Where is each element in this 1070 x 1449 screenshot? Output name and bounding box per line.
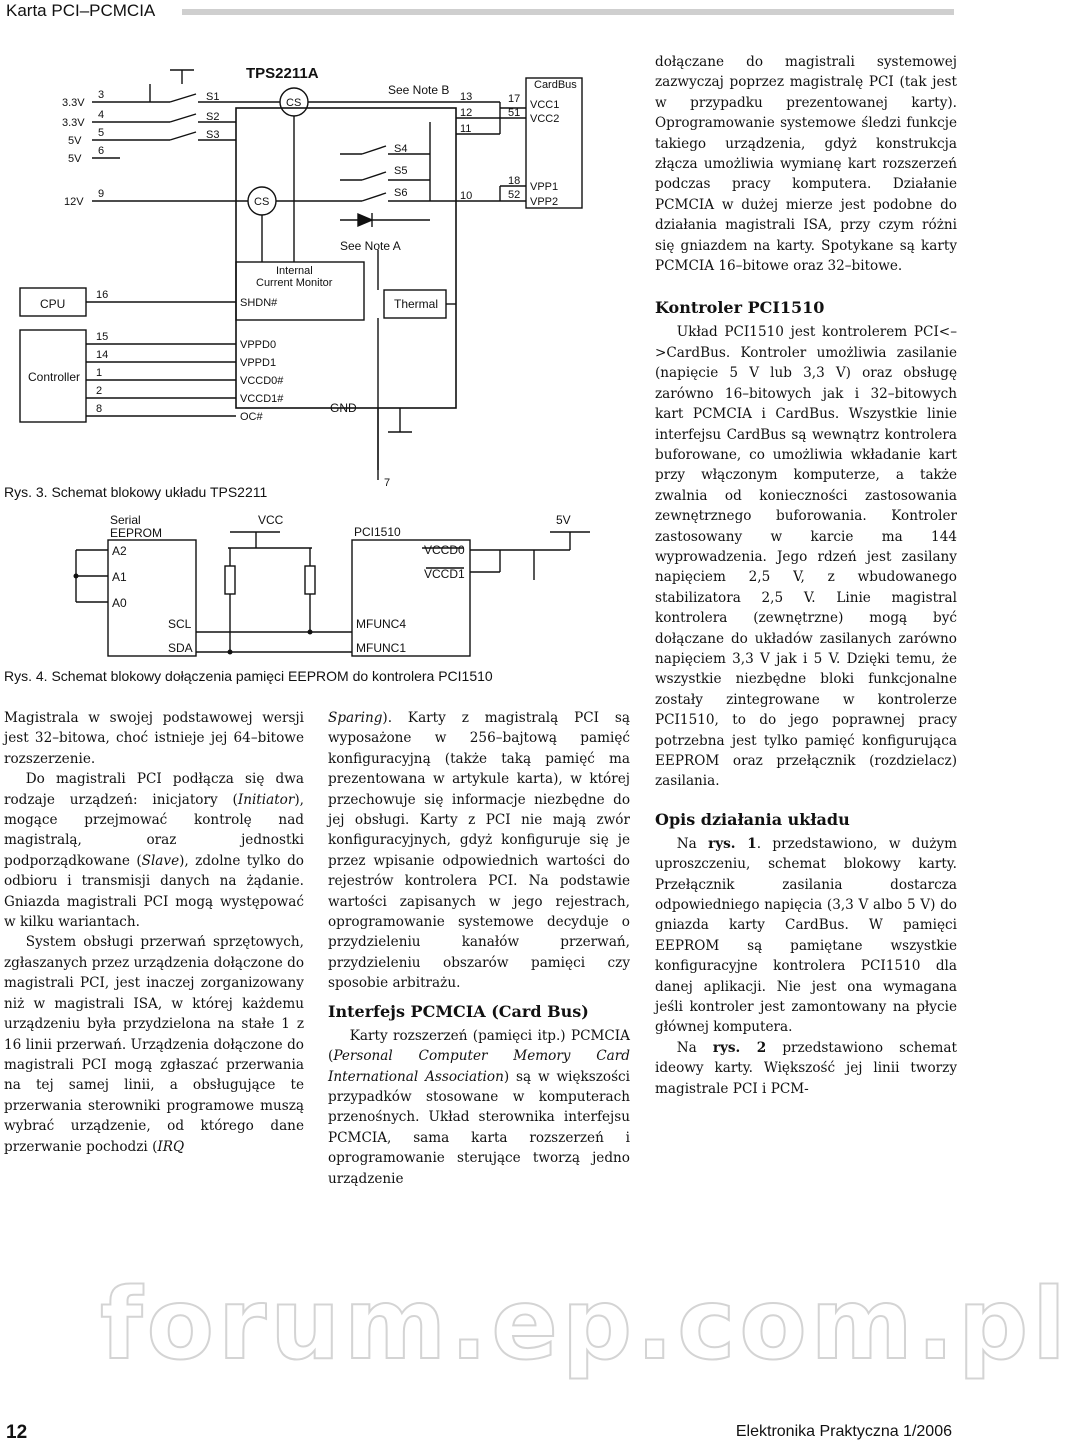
- chip-title: TPS2211A: [246, 65, 319, 82]
- figure4-caption: Rys. 4. Schemat blokowy dołączenia pamięci EEPROM do kontrolera PCI1510: [4, 668, 493, 684]
- pin-6: 6: [98, 145, 105, 157]
- pci1510-label: PCI1510: [354, 525, 401, 539]
- switch-s3: S3: [206, 129, 220, 141]
- switch-s1: S1: [206, 91, 220, 103]
- switch-s5: S5: [394, 165, 408, 177]
- eeprom-line-2: EEPROM: [110, 526, 163, 540]
- page-header: [0, 0, 960, 24]
- switch-s4: S4: [394, 143, 408, 155]
- pin-17: 17: [508, 93, 521, 105]
- pin-mfunc1: MFUNC1: [356, 641, 406, 655]
- pin-5: 5: [98, 127, 105, 139]
- cs-label-1: CS: [286, 97, 302, 109]
- col1-p3: System obsługi przerwań sprzętowych, zgłaszanych przez urządzenia dołączone do magistrali PCI, jest inaczej zorganizowany niż w magistrali ISA, w której każdemu urządzeniu była przydzielona na stałe 1 z 16 linii przerwań. Urządzenia dołączone do magistrali PCI mogą zgłaszać przerwania na tej samej linii, a obsługujące te przerwania sterowniki programowe muszą wybrać urządzenie, od którego dane przerwanie pochodzi (IRQ: [4, 934, 304, 1155]
- eeprom-a2: A2: [112, 544, 127, 558]
- col1-p1: Magistrala w swojej podstawowej wersji jest 32–bitowa, choć istnieje jej 64–bitowe rozszerzenie.: [4, 710, 304, 767]
- vcc-label: VCC: [258, 513, 284, 527]
- pin-9: 9: [98, 188, 105, 200]
- supply-4: 5V: [68, 153, 82, 165]
- eeprom-scl: SCL: [168, 617, 192, 631]
- col3-p1: dołączane do magistrali systemowej zazwyczaj poprzez magistralę PCI (tak jest w przypadku prezentowanej karty). Oprogramowanie systemowe śledzi funkcje takiego urządzenia, gdyż konstrukcja złącza umożliwia wymianę kart rozszerzeń podczas pracy komputera. Działanie PCMCIA w dużej mierze jest podobne do działania magistrali ISA, przy czym różni się gniazdem na karty. Spotykane są karty PCMCIA 16–bitowe oraz 32–bitowe.: [655, 54, 957, 275]
- pin-mfunc4: MFUNC4: [356, 617, 406, 631]
- watermark: forum.ep.com.pl: [100, 1268, 1070, 1382]
- col3-heading-1: Kontroler PCI1510: [655, 298, 825, 318]
- pin-2: 2: [96, 385, 103, 397]
- sig-vccd0: VCCD0#: [240, 375, 284, 387]
- monitor-line-1: Internal: [276, 265, 313, 277]
- thermal-label: Thermal: [394, 297, 439, 311]
- pin-10: 10: [460, 190, 473, 202]
- pin-vccd1: VCCD1: [424, 567, 465, 581]
- 5v-label: 5V: [556, 513, 571, 527]
- controller-label: Controller: [28, 370, 81, 384]
- cardbus-label: CardBus: [534, 79, 577, 91]
- col1-p2: Do magistrali PCI podłącza się dwa rodzaje urządzeń: inicjatory (Initiator), mogące przejmować kontrolę nad magistralą, oraz jednostki podporządkowane (Slave), zdolne tylko do odbioru i transmisji danych na żądanie. Gniazda magistrali PCI mogą występować w kilku wariantach.: [4, 771, 304, 931]
- supply-1: 3.3V: [62, 97, 85, 109]
- pin-16: 16: [96, 289, 109, 301]
- figure3-diagram: [0, 50, 640, 490]
- pin-15: 15: [96, 331, 109, 343]
- pin-4: 4: [98, 109, 105, 121]
- pin-vccd0: VCCD0: [424, 543, 465, 557]
- figure3-caption: Rys. 3. Schemat blokowy układu TPS2211: [4, 484, 268, 500]
- eeprom-a0: A0: [112, 596, 127, 610]
- supply-5: 12V: [64, 196, 84, 208]
- col3-p4: Na rys. 2 przedstawiono schemat ideowy karty. Większość jej linii tworzy magistrale PCI i PCM-: [655, 1039, 957, 1097]
- col2-p2: Karty rozszerzeń (pamięci itp.) PCMCIA (Personal Computer Memory Card International Association) są w większości przypadków stosowane w komputerach przenośnych. Układ sterownika interfejsu PCMCIA, sama karta rozszerzeń i oprogramowanie sterujące tworzą jedno urządzenie: [328, 1027, 631, 1187]
- pin-18: 18: [508, 175, 521, 187]
- sig-vpp1: VPP1: [530, 181, 559, 193]
- pin-8: 8: [96, 403, 103, 415]
- header-title: Karta PCI–PCMCIA: [6, 1, 156, 20]
- col3-p2: Układ PCI1510 jest kontrolerem PCI<–>CardBus. Kontroler umożliwia zasilanie (napięcie 5 V lub 3,3 V) oraz obsługę zarówno 16–bitowych jak i 32–bitowych kart PCMCIA i CardBus. Wszystkie linie interfejsu CardBus są wewnątrz kontrolera buforowane, co umożliwia wkładanie kart przy włączonym komputerze, a także zwalnia od konieczności zastosowania zewnętrznego buforowania. Kontroler zastosowany w karcie ma 144 wyprowadzenia. Jego rdzeń jest zasilany napięciem 2,5 V, z wbudowanego stabilizatora 2,5 V. Linie magistral kontrolera (zewnętrzne) mogą być dołączane do układów zasilanych zarówno napięciem 3,3 V jak i 5 V. Dzięki temu, że wszystkie niezbędne bloki funkcjonalne zostały zintegrowane w kontrolerze PCI1510, to do jego poprawnej pracy potrzebna jest tylko pamięć konfigurująca EEPROM oraz przełącznik (rozdzielacz) zasilania.: [655, 324, 957, 790]
- pin-12: 12: [460, 107, 473, 119]
- eeprom-sda: SDA: [168, 641, 193, 655]
- column-1: [4, 708, 304, 1157]
- pin-52: 52: [508, 189, 521, 201]
- sig-vccd1: VCCD1#: [240, 393, 284, 405]
- col2-p1: Sparing). Karty z magistralą PCI są wyposażone w 256–bajtową pamięć konfiguracyjną (także taką pamięć ma prezentowana w artykule karta), w której przechowuje się informacje niezbędne do jej obsługi. Karty z PCI nie mają zwór konfiguracyjnych, gdyż konfiguruje się je przez wpisanie odpowiednich wartości do rejestrów kontrolera PCI. Na podstawie wartości zapisanych w jego rejestrach, oprogramowanie systemowe decyduje o przydzieleniu kanałów przerwań, przydzieleniu obszarów pamięci czy sposobie arbitrażu.: [328, 710, 630, 992]
- switch-s6: S6: [394, 187, 408, 199]
- supply-3: 5V: [68, 135, 82, 147]
- shdn-label: SHDN#: [240, 297, 278, 309]
- column-2: [328, 708, 630, 1189]
- gnd-label: GND: [330, 401, 357, 415]
- col2-heading: Interfejs PCMCIA (Card Bus): [328, 1001, 589, 1021]
- cs-label-2: CS: [254, 196, 270, 208]
- column-3: [655, 52, 957, 1099]
- figure4-diagram: [0, 510, 640, 660]
- sig-vcc1: VCC1: [530, 99, 560, 111]
- pin-51: 51: [508, 107, 521, 119]
- pin-14: 14: [96, 349, 109, 361]
- sig-vcc2: VCC2: [530, 113, 560, 125]
- col3-p3: Na rys. 1. przedstawiono, w dużym uproszczeniu, schemat blokowy karty. Przełącznik zasilania dostarcza odpowiedniego napięcia (3,3 V albo 5 V) do gniazda karty CardBus. W pamięci EEPROM są pamiętane wszystkie konfiguracyjne kontrolera PCI1510 dla danej aplikacji. Nie jest ona wymagana jeśli kontroler jest zamontowany na płycie głównej komputera.: [655, 835, 957, 1036]
- switch-s2: S2: [206, 111, 220, 123]
- note-b: See Note B: [388, 83, 450, 97]
- eeprom-line-1: Serial: [110, 513, 141, 527]
- cpu-label: CPU: [40, 297, 66, 311]
- sig-oc: OC#: [240, 411, 263, 423]
- col3-heading-2: Opis działania układu: [655, 809, 850, 829]
- header-rule: [182, 9, 954, 15]
- note-a: See Note A: [340, 239, 401, 253]
- pin-3: 3: [98, 89, 105, 101]
- supply-2: 3.3V: [62, 117, 85, 129]
- pin-13: 13: [460, 91, 473, 103]
- sig-vpp2: VPP2: [530, 196, 559, 208]
- pin-11: 11: [460, 123, 472, 135]
- magazine-name: Elektronika Praktyczna 1/2006: [735, 1423, 952, 1440]
- pin-7: 7: [384, 477, 391, 489]
- sig-vppd1: VPPD1: [240, 357, 277, 369]
- sig-vppd0: VPPD0: [240, 339, 277, 351]
- page-number: 12: [6, 1422, 28, 1443]
- monitor-line-2: Current Monitor: [256, 277, 333, 289]
- pin-1: 1: [96, 367, 103, 379]
- eeprom-a1: A1: [112, 570, 127, 584]
